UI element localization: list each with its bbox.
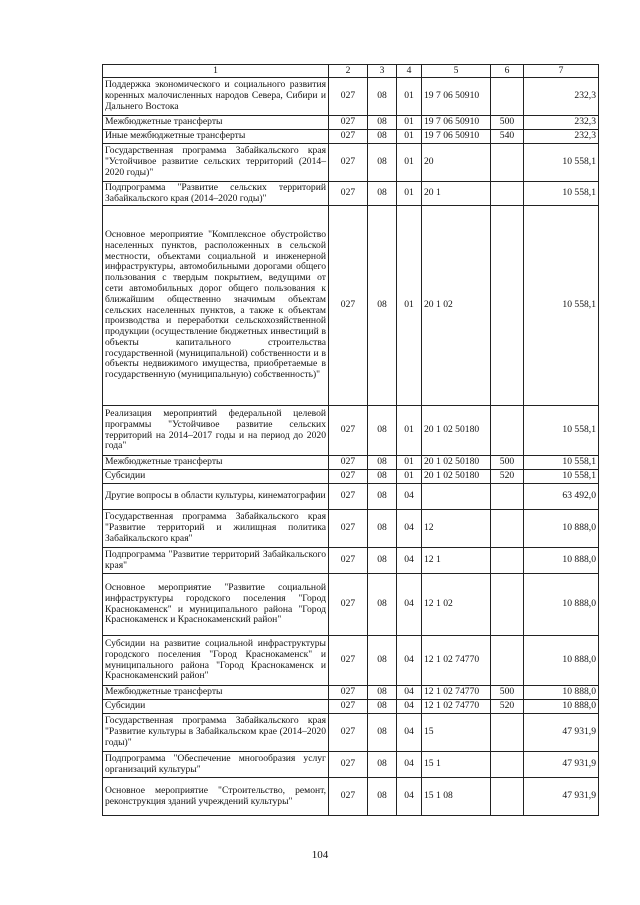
table-header-row (103, 65, 599, 78)
expense-type-cell (491, 548, 524, 574)
section-code-cell: 08 (368, 778, 397, 816)
header-cell: 4 (397, 65, 422, 78)
section-code-cell: 08 (368, 548, 397, 574)
table-row (103, 456, 599, 470)
admin-code-cell: 027 (329, 574, 368, 636)
row-name-cell: Субсидии (103, 470, 329, 484)
page-number: 104 (311, 849, 329, 861)
amount-cell: 10 888,0 (524, 700, 599, 714)
expense-type-cell: 540 (491, 130, 524, 144)
target-article-cell: 20 1 02 (422, 206, 491, 406)
row-name-cell: Подпрограмма "Развитие сельских территорий Забайкальского края (2014–2020 годы)" (103, 182, 329, 206)
admin-code-cell: 027 (329, 182, 368, 206)
admin-code-cell: 027 (329, 778, 368, 816)
subsection-code-cell: 01 (397, 182, 422, 206)
section-code-cell: 08 (368, 456, 397, 470)
target-article-cell: 15 (422, 714, 491, 752)
table-row (103, 182, 599, 206)
section-code-cell: 08 (368, 144, 397, 182)
amount-cell: 10 888,0 (524, 574, 599, 636)
admin-code-cell: 027 (329, 206, 368, 406)
target-article-cell: 20 (422, 144, 491, 182)
subsection-code-cell: 04 (397, 778, 422, 816)
expense-type-cell (491, 78, 524, 116)
target-article-cell: 12 1 (422, 548, 491, 574)
target-article-cell: 20 1 02 50180 (422, 456, 491, 470)
admin-code-cell: 027 (329, 130, 368, 144)
section-code-cell: 08 (368, 182, 397, 206)
subsection-code-cell: 01 (397, 406, 422, 456)
amount-cell: 10 558,1 (524, 456, 599, 470)
amount-cell: 63 492,0 (524, 484, 599, 510)
target-article-cell: 20 1 (422, 182, 491, 206)
target-article-cell: 19 7 06 50910 (422, 116, 491, 130)
admin-code-cell: 027 (329, 144, 368, 182)
subsection-code-cell: 04 (397, 752, 422, 778)
table-row (103, 548, 599, 574)
admin-code-cell: 027 (329, 484, 368, 510)
table-row (103, 686, 599, 700)
expense-type-cell (491, 714, 524, 752)
section-code-cell: 08 (368, 484, 397, 510)
expense-type-cell (491, 144, 524, 182)
subsection-code-cell: 04 (397, 484, 422, 510)
amount-cell: 10 558,1 (524, 470, 599, 484)
row-name-cell: Основное мероприятие "Комплексное обустройство населенных пунктов, расположенных в сельской местности, объектами социальной и инженерной инфраструктуры, автомобильными дорогами общего пользования с твердым покрытием, ведущими от сети автомобильных дорог общего пользования к ближайшим общественно значимым объектам сельских населенных пунктов, а также к объектам производства и переработки сельскохозяйственной продукции (осуществление бюджетных инвестиций в объекты капитального строительства государственной (муниципальной) собственности и в объекты недвижимого имущества, приобретаемые в государственную (муниципальную) собственность)" (103, 206, 329, 406)
expense-type-cell (491, 574, 524, 636)
expense-type-cell (491, 752, 524, 778)
amount-cell: 232,3 (524, 116, 599, 130)
expense-type-cell (491, 510, 524, 548)
row-name-cell: Межбюджетные трансферты (103, 116, 329, 130)
table-row (103, 130, 599, 144)
admin-code-cell: 027 (329, 78, 368, 116)
admin-code-cell: 027 (329, 700, 368, 714)
row-name-cell: Межбюджетные трансферты (103, 686, 329, 700)
admin-code-cell: 027 (329, 116, 368, 130)
amount-cell: 10 888,0 (524, 636, 599, 686)
row-name-cell: Основное мероприятие "Развитие социальной инфраструктуры городского поселения "Город Краснокаменск" и муниципального района "Город Краснокаменск и Краснокаменский район" (103, 574, 329, 636)
subsection-code-cell: 01 (397, 116, 422, 130)
header-cell: 7 (524, 65, 599, 78)
amount-cell: 232,3 (524, 78, 599, 116)
section-code-cell: 08 (368, 686, 397, 700)
table-row (103, 752, 599, 778)
target-article-cell: 20 1 02 50180 (422, 470, 491, 484)
amount-cell: 10 558,1 (524, 406, 599, 456)
header-cell: 2 (329, 65, 368, 78)
row-name-cell: Межбюджетные трансферты (103, 456, 329, 470)
row-name-cell: Поддержка экономического и социального развития коренных малочисленных народов Севера, Сибири и Дальнего Востока (103, 78, 329, 116)
amount-cell: 10 558,1 (524, 144, 599, 182)
section-code-cell: 08 (368, 406, 397, 456)
table-row (103, 574, 599, 636)
target-article-cell: 19 7 06 50910 (422, 130, 491, 144)
admin-code-cell: 027 (329, 406, 368, 456)
expense-type-cell: 500 (491, 686, 524, 700)
subsection-code-cell: 04 (397, 574, 422, 636)
admin-code-cell: 027 (329, 714, 368, 752)
header-cell: 1 (103, 65, 329, 78)
row-name-cell: Подпрограмма "Обеспечение многообразия услуг организаций культуры" (103, 752, 329, 778)
table-row (103, 484, 599, 510)
section-code-cell: 08 (368, 636, 397, 686)
section-code-cell: 08 (368, 510, 397, 548)
row-name-cell: Другие вопросы в области культуры, кинематографии (103, 484, 329, 510)
target-article-cell: 12 1 02 74770 (422, 686, 491, 700)
amount-cell: 10 558,1 (524, 182, 599, 206)
target-article-cell: 20 1 02 50180 (422, 406, 491, 456)
subsection-code-cell: 04 (397, 714, 422, 752)
subsection-code-cell: 01 (397, 144, 422, 182)
expense-type-cell (491, 182, 524, 206)
table-row (103, 700, 599, 714)
admin-code-cell: 027 (329, 470, 368, 484)
target-article-cell: 12 1 02 74770 (422, 700, 491, 714)
table-row (103, 636, 599, 686)
amount-cell: 10 888,0 (524, 686, 599, 700)
section-code-cell: 08 (368, 470, 397, 484)
admin-code-cell: 027 (329, 686, 368, 700)
table-row (103, 510, 599, 548)
target-article-cell (422, 484, 491, 510)
expense-type-cell (491, 778, 524, 816)
target-article-cell: 19 7 06 50910 (422, 78, 491, 116)
subsection-code-cell: 04 (397, 686, 422, 700)
row-name-cell: Субсидии на развитие социальной инфраструктуры городского поселения "Город Краснокаменск" и муниципального района "Город Краснокаменск и Краснокаменский район" (103, 636, 329, 686)
expense-type-cell: 520 (491, 470, 524, 484)
subsection-code-cell: 04 (397, 636, 422, 686)
amount-cell: 47 931,9 (524, 752, 599, 778)
expense-type-cell (491, 206, 524, 406)
header-cell: 6 (491, 65, 524, 78)
subsection-code-cell: 04 (397, 700, 422, 714)
row-name-cell: Подпрограмма "Развитие территорий Забайкальского края" (103, 548, 329, 574)
target-article-cell: 15 1 08 (422, 778, 491, 816)
expense-type-cell (491, 636, 524, 686)
row-name-cell: Основное мероприятие "Строительство, ремонт, реконструкция зданий учреждений культуры" (103, 778, 329, 816)
target-article-cell: 12 1 02 74770 (422, 636, 491, 686)
expense-type-cell: 500 (491, 456, 524, 470)
row-name-cell: Государственная программа Забайкальского края "Развитие культуры в Забайкальском крае (2014–2020 годы)" (103, 714, 329, 752)
admin-code-cell: 027 (329, 548, 368, 574)
table-row (103, 470, 599, 484)
subsection-code-cell: 01 (397, 206, 422, 406)
table-row (103, 144, 599, 182)
subsection-code-cell: 01 (397, 456, 422, 470)
amount-cell: 232,3 (524, 130, 599, 144)
expense-type-cell: 520 (491, 700, 524, 714)
expense-type-cell (491, 484, 524, 510)
subsection-code-cell: 01 (397, 470, 422, 484)
subsection-code-cell: 04 (397, 510, 422, 548)
subsection-code-cell: 01 (397, 130, 422, 144)
amount-cell: 10 888,0 (524, 548, 599, 574)
section-code-cell: 08 (368, 714, 397, 752)
subsection-code-cell: 04 (397, 548, 422, 574)
section-code-cell: 08 (368, 78, 397, 116)
table-row (103, 406, 599, 456)
subsection-code-cell: 01 (397, 78, 422, 116)
table-row (103, 778, 599, 816)
row-name-cell: Государственная программа Забайкальского края "Развитие территорий и жилищная политика Забайкальского края" (103, 510, 329, 548)
admin-code-cell: 027 (329, 510, 368, 548)
amount-cell: 10 558,1 (524, 206, 599, 406)
row-name-cell: Иные межбюджетные трансферты (103, 130, 329, 144)
admin-code-cell: 027 (329, 752, 368, 778)
expense-type-cell (491, 406, 524, 456)
section-code-cell: 08 (368, 574, 397, 636)
section-code-cell: 08 (368, 700, 397, 714)
header-cell: 5 (422, 65, 491, 78)
amount-cell: 47 931,9 (524, 778, 599, 816)
table-row (103, 116, 599, 130)
table-row (103, 206, 599, 406)
target-article-cell: 12 1 02 (422, 574, 491, 636)
table-row (103, 714, 599, 752)
target-article-cell: 12 (422, 510, 491, 548)
section-code-cell: 08 (368, 116, 397, 130)
target-article-cell: 15 1 (422, 752, 491, 778)
row-name-cell: Субсидии (103, 700, 329, 714)
budget-table (102, 64, 599, 816)
header-cell: 3 (368, 65, 397, 78)
amount-cell: 10 888,0 (524, 510, 599, 548)
row-name-cell: Реализация мероприятий федеральной целевой программы "Устойчивое развитие сельских территорий на 2014–2017 годы и на период до 2020 года" (103, 406, 329, 456)
section-code-cell: 08 (368, 752, 397, 778)
section-code-cell: 08 (368, 206, 397, 406)
expense-type-cell: 500 (491, 116, 524, 130)
section-code-cell: 08 (368, 130, 397, 144)
admin-code-cell: 027 (329, 636, 368, 686)
amount-cell: 47 931,9 (524, 714, 599, 752)
table-row (103, 78, 599, 116)
row-name-cell: Государственная программа Забайкальского края "Устойчивое развитие сельских территорий (2014–2020 годы)" (103, 144, 329, 182)
admin-code-cell: 027 (329, 456, 368, 470)
